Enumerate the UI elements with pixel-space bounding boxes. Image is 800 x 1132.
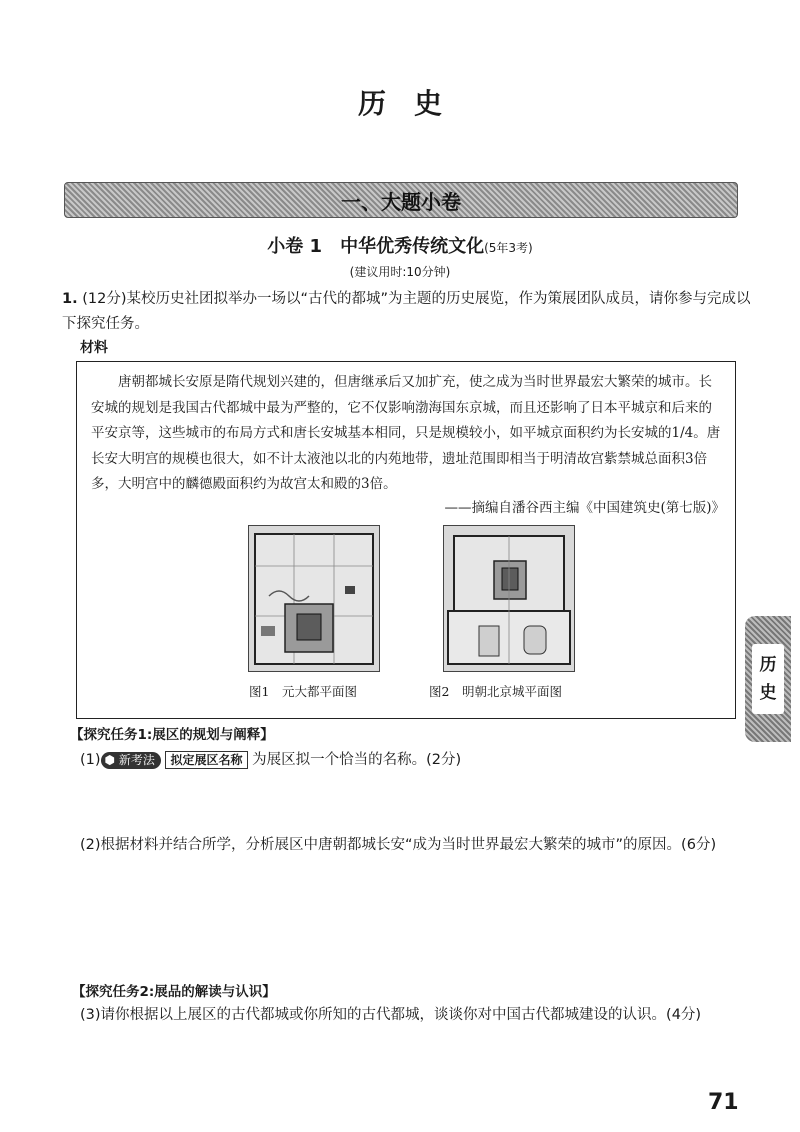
subject-title-char-1: 历 (357, 87, 386, 120)
material-source: ——摘编自潘谷西主编《中国建筑史(第七版)》 (444, 500, 725, 516)
task1-heading: 【探究任务1:展区的规划与阐释】 (70, 727, 274, 743)
question-1-3: (3)请你根据以上展区的古代都城或你所知的古代都城，谈谈你对中国古代都城建设的认识。(4分) (80, 1007, 702, 1023)
figure1-caption: 图1 元大都平面图 (249, 684, 357, 699)
paper-subtitle: (5年3考) (484, 241, 533, 255)
side-subject-tab-label (752, 644, 784, 714)
section-banner (64, 182, 738, 218)
paper-title-text: 小卷 1 中华优秀传统文化 (267, 236, 485, 257)
ming-beijing-map (443, 525, 575, 672)
question-1 (62, 287, 752, 337)
figure2-caption: 图2 明朝北京城平面图 (429, 684, 562, 699)
question-1-1 (80, 748, 750, 773)
side-tab-char-2: 史 (759, 683, 777, 703)
new-method-icon: ⬢ (104, 752, 116, 767)
page-number: 71 (708, 1090, 739, 1115)
yuan-dadu-map-drawing (249, 526, 379, 671)
new-method-tag-text: 新考法 (118, 752, 155, 767)
question-1-2: (2)根据材料并结合所学，分析展区中唐朝都城长安“成为当时世界最宏大繁荣的城市”的原因。(6分) (80, 837, 717, 853)
q1-prefix: (1) (80, 752, 101, 768)
question-number: 1. (62, 291, 78, 307)
ming-beijing-map-drawing (444, 526, 574, 671)
exam-tag-box: 拟定展区名称 (165, 751, 247, 769)
material-paragraph: 唐朝都城长安原是隋代规划兴建的，但唐继承后又加扩充，使之成为当时世界最宏大繁荣的城市。长安城的规划是我国古代都城中最为严整的，它不仅影响渤海国东京城，而且还影响了日本平城京和后来的平安京等，这些城市的布局方式和唐长安城基本相同，只是规模较小，如平城京面积约为长安城的1/4。唐长安大明宫的规模也很大，如不计太液池以北的内苑地带，遗址范围即相当于明清故宫紫禁城总面积3倍多，大明宫中的麟德殿面积约为故宫太和殿的3倍。 (91, 374, 721, 492)
material-label: 材料 (80, 340, 108, 356)
task2-heading: 【探究任务2:展品的解读与认识】 (72, 984, 276, 1000)
question-text: (12分)某校历史社团拟举办一场以“古代的都城”为主题的历史展览，作为策展团队成员，请你参与完成以下探究任务。 (62, 291, 751, 332)
section-banner-text: 一、大题小卷 (341, 189, 461, 214)
paper-title (0, 232, 800, 258)
yuan-dadu-map (248, 525, 380, 672)
new-method-tag (101, 752, 161, 769)
time-hint: (建议用时:10分钟) (349, 265, 451, 279)
side-tab-char-1: 历 (759, 655, 777, 675)
subject-title-char-2: 史 (414, 87, 443, 120)
subject-title (0, 82, 800, 122)
q1-text: 为展区拟一个恰当的名称。(2分) (252, 752, 462, 768)
side-subject-tab (745, 616, 791, 742)
material-box (76, 361, 736, 719)
